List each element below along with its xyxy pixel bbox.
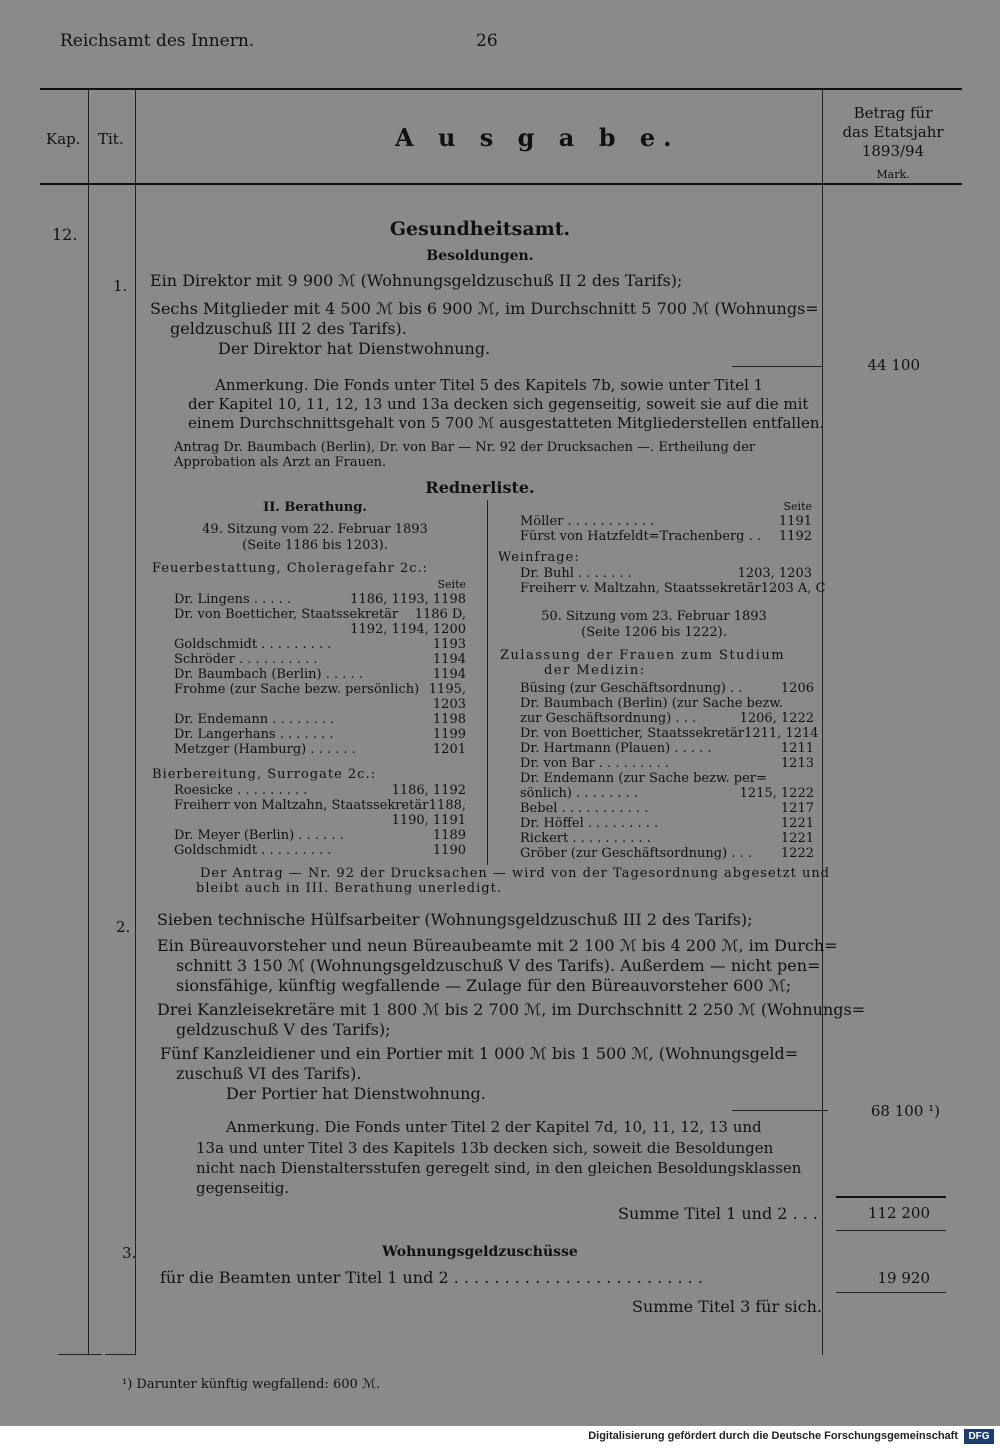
speaker-row xyxy=(520,681,814,696)
speaker-pages: 1201 xyxy=(432,742,466,757)
speaker-row xyxy=(174,592,466,607)
speaker-row xyxy=(174,813,466,828)
speaker-pages: 1221 xyxy=(780,831,814,846)
rednerliste-title: Rednerliste. xyxy=(425,478,535,497)
speaker-row xyxy=(174,697,466,712)
tit2-line-5: Drei Kanzleisekretäre mit 1 800 ℳ bis 2 700 ℳ, im Durchschnitt 2 250 ℳ (Wohnungs= xyxy=(157,1000,866,1019)
speaker-pages: 1217 xyxy=(780,801,814,816)
redner-left-session-pages: (Seite 1186 bis 1203). xyxy=(242,538,388,553)
tit2-line-4: sionsfähige, künftig wegfallende — Zulage für den Büreauvorsteher 600 ℳ; xyxy=(176,976,792,995)
page-number: 26 xyxy=(476,31,498,51)
running-title: Reichsamt des Innern. xyxy=(60,31,255,51)
tit2-note-1: Anmerkung. Die Fonds unter Titel 2 der Kapitel 7d, 10, 11, 12, 13 und xyxy=(226,1118,762,1136)
tit1-note-3: einem Durchschnittsgehalt von 5 700 ℳ ausgestatteten Mitgliederstellen entfallen. xyxy=(188,414,825,432)
speaker-pages: 1215, 1222 xyxy=(739,786,814,801)
speaker-name: Dr. von Boetticher, Staatssekretär xyxy=(174,607,399,622)
speaker-pages: 1192 xyxy=(778,529,812,544)
rednerliste-divider xyxy=(487,500,488,865)
speaker-name: Rickert . . . . . . . . . . xyxy=(520,831,651,846)
summe-label-3: Summe Titel 3 für sich. xyxy=(632,1297,822,1316)
speaker-row xyxy=(174,798,466,813)
tit2-line-2: Ein Büreauvorsteher und neun Büreaubeamte mit 2 100 ℳ bis 4 200 ℳ, im Durch= xyxy=(157,936,838,955)
speaker-name: Schröder . . . . . . . . . . xyxy=(174,652,318,667)
speaker-row xyxy=(174,727,466,742)
speaker-name: Freiherr von Maltzahn, Staatssekretär xyxy=(174,798,429,813)
speaker-name: Dr. Höffel . . . . . . . . . xyxy=(520,816,659,831)
speaker-pages: 1222 xyxy=(780,846,814,861)
speaker-row xyxy=(174,742,466,757)
tit2-amount: 68 100 ¹) xyxy=(870,1102,940,1120)
col-rule-kap xyxy=(88,89,89,1355)
rednerliste-closing-2: bleibt auch in III. Berathung unerledigt. xyxy=(196,881,502,896)
speaker-pages: 1203, 1203 xyxy=(737,566,812,581)
speaker-row xyxy=(520,771,814,786)
redner-right-list-1 xyxy=(520,566,826,596)
tit2-number: 2. xyxy=(116,918,131,936)
speaker-row xyxy=(520,529,812,544)
speaker-pages: 1186, 1193, 1198 xyxy=(350,592,466,607)
amount-header-line-2: das Etatsjahr xyxy=(842,123,944,141)
speaker-pages: 1193 xyxy=(432,637,466,652)
tit1-antrag-2: Approbation als Arzt an Frauen. xyxy=(174,455,387,470)
speaker-pages: 1213 xyxy=(780,756,814,771)
summe-rule-1 xyxy=(836,1196,946,1198)
tit2-note-2: 13a und unter Titel 3 des Kapitels 13b decken sich, soweit die Besoldungen xyxy=(196,1139,774,1157)
tit3-amount: 19 920 xyxy=(877,1269,930,1287)
speaker-name: Dr. Lingens . . . . . xyxy=(174,592,292,607)
speaker-name: Gröber (zur Geschäftsordnung) . . . xyxy=(520,846,752,861)
header-tit: Tit. xyxy=(98,130,124,148)
speaker-name: Dr. Endemann . . . . . . . . xyxy=(174,712,335,727)
speaker-name: Dr. Langerhans . . . . . . . xyxy=(174,727,334,742)
tit1-note-2: der Kapitel 10, 11, 12, 13 und 13a decken sich gegenseitig, soweit sie auf die mit xyxy=(188,395,809,413)
tit1-line-2: Sechs Mitglieder mit 4 500 ℳ bis 6 900 ℳ, im Durchschnitt 5 700 ℳ (Wohnungs= xyxy=(150,299,819,318)
tit1-line-1: Ein Direktor mit 9 900 ℳ (Wohnungsgeldzuschuß II 2 des Tarifs); xyxy=(150,271,683,290)
speaker-name: Möller . . . . . . . . . . . xyxy=(520,514,655,529)
redner-right-topic-2a: Zulassung der Frauen zum Studium xyxy=(500,648,786,663)
speaker-name: Büsing (zur Geschäftsordnung) . . xyxy=(520,681,743,696)
header-top-rule xyxy=(40,88,962,90)
summe-rule-2 xyxy=(836,1230,946,1231)
redner-left-topic-1: Feuerbestattung, Choleragefahr 2c.: xyxy=(152,561,429,576)
speaker-pages: 1192, 1194, 1200 xyxy=(350,622,466,637)
header-title: A u s g a b e. xyxy=(395,123,680,152)
speaker-name: Dr. Buhl . . . . . . . xyxy=(520,566,632,581)
speaker-row xyxy=(520,726,819,741)
tit3-line: für die Beamten unter Titel 1 und 2 . . . . . . . . . . . . . . . . . . . . . . . . . xyxy=(160,1268,703,1287)
section-title: Gesundheitsamt. xyxy=(389,218,571,240)
speaker-name: Dr. Hartmann (Plauen) . . . . . xyxy=(520,741,712,756)
speaker-pages: 1186 D, xyxy=(414,607,466,622)
tit1-number: 1. xyxy=(113,277,128,295)
speaker-row xyxy=(174,682,466,697)
tit2-line-6: geldzuschuß V des Tarifs); xyxy=(176,1020,391,1039)
redner-left-topic-2: Bierbereitung, Surrogate 2c.: xyxy=(152,767,376,782)
header-kap: Kap. xyxy=(46,130,81,148)
speaker-name: sönlich) . . . . . . . . xyxy=(520,786,639,801)
speaker-name: Roesicke . . . . . . . . . xyxy=(174,783,308,798)
speaker-name: Dr. Baumbach (Berlin) (zur Sache bezw. xyxy=(520,696,784,711)
speaker-pages: 1206, 1222 xyxy=(739,711,814,726)
tit2-note-4: gegenseitig. xyxy=(196,1179,290,1197)
speaker-row xyxy=(520,756,814,771)
tit2-note-3: nicht nach Dienstaltersstufen geregelt sind, in den gleichen Besoldungsklassen xyxy=(196,1159,802,1177)
redner-left-heading: II. Berathung. xyxy=(263,500,367,515)
redner-right-seite: Seite xyxy=(783,500,812,513)
speaker-name: Frohme (zur Sache bezw. persönlich) xyxy=(174,682,420,697)
footer-bar xyxy=(0,1426,1000,1448)
tit1-antrag-1: Antrag Dr. Baumbach (Berlin), Dr. von Bar — Nr. 92 der Drucksachen —. Ertheilung der xyxy=(174,440,756,455)
header-bottom-rule xyxy=(40,183,962,185)
speaker-name: Fürst von Hatzfeldt=Trachenberg . . xyxy=(520,529,762,544)
redner-left-list-2 xyxy=(174,783,466,858)
speaker-pages: 1194 xyxy=(432,652,466,667)
col-rule-tit xyxy=(135,89,136,1355)
tit2-sum-rule xyxy=(732,1110,828,1111)
speaker-pages: 1211, 1214 xyxy=(744,726,819,741)
speaker-pages: 1186, 1192 xyxy=(391,783,466,798)
speaker-row xyxy=(174,783,466,798)
speaker-row xyxy=(520,816,814,831)
summe-amount-1-2: 112 200 xyxy=(867,1204,930,1222)
amount-header-line-3: 1893/94 xyxy=(861,142,925,160)
rednerliste-closing-1: Der Antrag — Nr. 92 der Drucksachen — wird von der Tagesordnung abgesetzt und xyxy=(200,866,831,881)
speaker-row xyxy=(520,786,814,801)
speaker-name: Dr. Meyer (Berlin) . . . . . . xyxy=(174,828,344,843)
tit2-line-7: Fünf Kanzleidiener und ein Portier mit 1 000 ℳ bis 1 500 ℳ, (Wohnungsgeld= xyxy=(160,1044,799,1063)
section-subtitle: Besoldungen. xyxy=(426,248,534,264)
header-amount xyxy=(826,104,960,184)
speaker-name: Goldschmidt . . . . . . . . . xyxy=(174,843,332,858)
speaker-name: Dr. Endemann (zur Sache bezw. per= xyxy=(520,771,767,786)
speaker-row xyxy=(520,696,814,711)
speaker-pages: 1189 xyxy=(432,828,466,843)
speaker-pages: 1195, xyxy=(428,682,466,697)
tit3-number: 3. xyxy=(122,1244,137,1262)
speaker-row xyxy=(520,711,814,726)
bottom-rule-2 xyxy=(105,1354,135,1355)
speaker-pages: 1198 xyxy=(432,712,466,727)
redner-left-session: 49. Sitzung vom 22. Februar 1893 xyxy=(202,522,428,537)
redner-left-seite: Seite xyxy=(437,578,466,591)
speaker-pages: 1194 xyxy=(432,667,466,682)
kap-number: 12. xyxy=(52,225,78,244)
speaker-row xyxy=(174,828,466,843)
footer-text: Digitalisierung gefördert durch die Deutsche Forschungsgemeinschaft xyxy=(588,1430,958,1442)
speaker-row xyxy=(174,712,466,727)
speaker-pages: 1211 xyxy=(780,741,814,756)
speaker-name: Dr. von Boetticher, Staatssekretär xyxy=(520,726,745,741)
speaker-row xyxy=(520,741,814,756)
tit2-line-9: Der Portier hat Dienstwohnung. xyxy=(226,1084,486,1103)
col-rule-amount xyxy=(822,89,823,1355)
redner-left-list-1 xyxy=(174,592,466,757)
tit1-sum-rule xyxy=(732,366,822,367)
bottom-rule-1 xyxy=(58,1354,102,1355)
summe-label-1-2: Summe Titel 1 und 2 . . . xyxy=(618,1204,818,1223)
speaker-row xyxy=(174,607,466,622)
amount-unit: Mark. xyxy=(876,168,910,181)
speaker-row xyxy=(174,843,466,858)
tit1-line-3: geldzuschuß III 2 des Tarifs). xyxy=(170,319,407,338)
tit2-line-3: schnitt 3 150 ℳ (Wohnungsgeldzuschuß V des Tarifs). Außerdem — nicht pen= xyxy=(176,956,821,975)
tit1-amount: 44 100 xyxy=(867,356,920,374)
tit1-line-4: Der Direktor hat Dienstwohnung. xyxy=(218,339,491,358)
footnote: ¹) Darunter künftig wegfallend: 600 ℳ. xyxy=(122,1377,380,1392)
speaker-name: Goldschmidt . . . . . . . . . xyxy=(174,637,332,652)
speaker-name: Metzger (Hamburg) . . . . . . xyxy=(174,742,356,757)
speaker-pages: 1206 xyxy=(780,681,814,696)
speaker-pages: 1203 xyxy=(432,697,466,712)
speaker-name: zur Geschäftsordnung) . . . xyxy=(520,711,697,726)
speaker-pages: 1191 xyxy=(778,514,812,529)
speaker-name: Dr. Baumbach (Berlin) . . . . . xyxy=(174,667,363,682)
redner-right-list-0 xyxy=(520,514,812,544)
dfg-logo: DFG xyxy=(964,1429,994,1444)
tit3-rule xyxy=(836,1292,946,1293)
speaker-row xyxy=(520,514,812,529)
speaker-row xyxy=(520,831,814,846)
speaker-row xyxy=(174,667,466,682)
speaker-row xyxy=(174,622,466,637)
redner-right-list-2 xyxy=(520,681,819,861)
redner-right-session-pages: (Seite 1206 bis 1222). xyxy=(581,625,727,640)
redner-right-session: 50. Sitzung vom 23. Februar 1893 xyxy=(541,609,767,624)
speaker-row xyxy=(520,846,814,861)
speaker-row xyxy=(520,801,814,816)
redner-right-topic-1: Weinfrage: xyxy=(498,550,580,565)
speaker-name: Dr. von Bar . . . . . . . . . xyxy=(520,756,670,771)
speaker-row xyxy=(520,566,812,581)
tit2-line-1: Sieben technische Hülfsarbeiter (Wohnungsgeldzuschuß III 2 des Tarifs); xyxy=(157,910,753,929)
tit2-line-8: zuschuß VI des Tarifs). xyxy=(176,1064,362,1083)
speaker-name: Freiherr v. Maltzahn, Staatssekretär xyxy=(520,581,761,596)
speaker-row xyxy=(174,652,466,667)
speaker-row xyxy=(174,637,466,652)
speaker-pages: 1190, 1191 xyxy=(391,813,466,828)
tit1-note-1: Anmerkung. Die Fonds unter Titel 5 des Kapitels 7b, sowie unter Titel 1 xyxy=(215,376,764,394)
speaker-pages: 1190 xyxy=(432,843,466,858)
redner-right-topic-2b: der Medizin: xyxy=(544,663,646,678)
speaker-pages: 1221 xyxy=(780,816,814,831)
tit3-title: Wohnungsgeldzuschüsse xyxy=(382,1244,578,1260)
speaker-pages: 1199 xyxy=(432,727,466,742)
amount-header-line-1: Betrag für xyxy=(853,104,933,122)
speaker-row xyxy=(520,581,826,596)
speaker-name: Bebel . . . . . . . . . . . xyxy=(520,801,649,816)
speaker-pages: 1203 A, C xyxy=(760,581,826,596)
speaker-pages: 1188, xyxy=(428,798,466,813)
